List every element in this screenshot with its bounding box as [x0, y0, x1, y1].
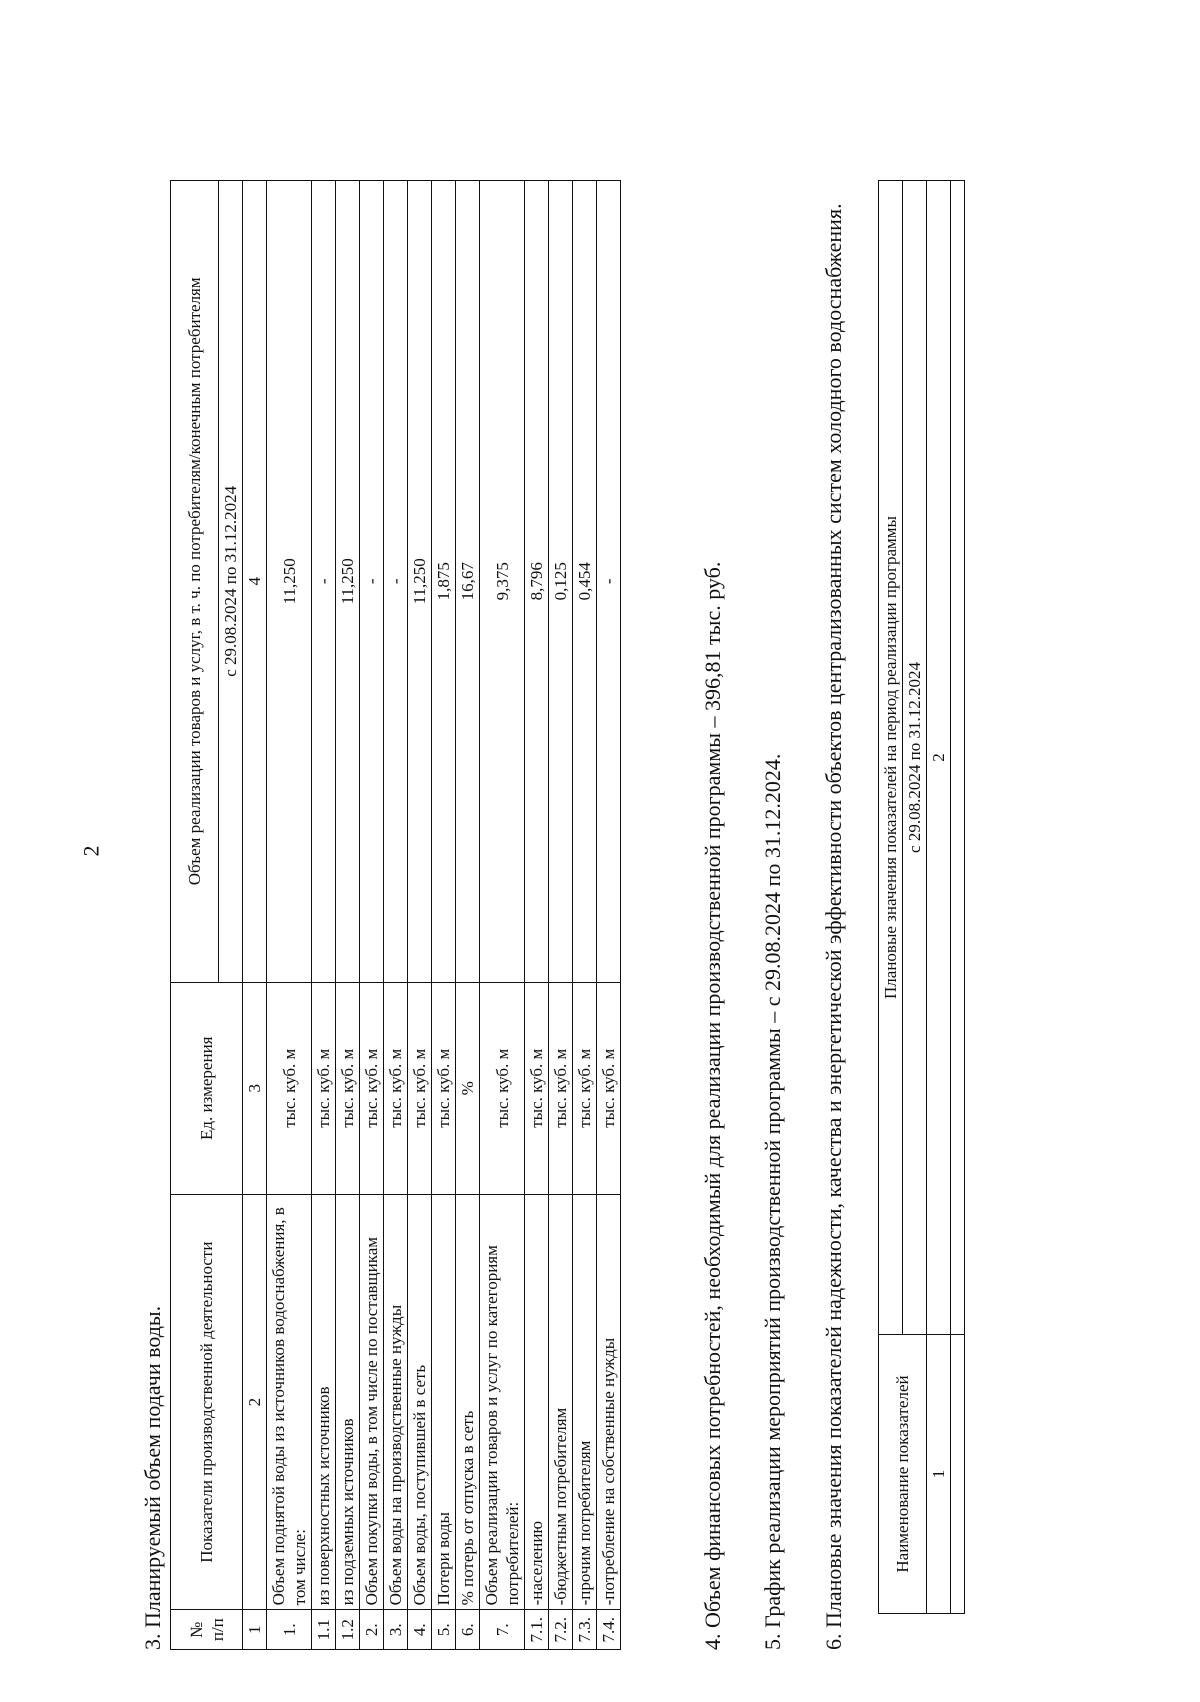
- empty-cell: [951, 1335, 965, 1614]
- row-value: 0,125: [549, 181, 573, 983]
- row-value: 8,796: [525, 181, 549, 983]
- row-name: Объем покупки воды, в том числе по поставщикам: [360, 1194, 384, 1610]
- row-value: 11,250: [267, 181, 312, 983]
- row-num: 7.3.: [573, 1610, 597, 1650]
- row-name: Объем воды, поступившей в сеть: [408, 1194, 432, 1610]
- row-num: 1.1: [312, 1610, 336, 1650]
- row-num: 7.4.: [597, 1610, 621, 1650]
- row-num: 1.2: [336, 1610, 360, 1650]
- row-unit: тыс. куб. м: [432, 982, 456, 1194]
- row-unit: тыс. куб. м: [384, 982, 408, 1194]
- row-name: из подземных источников: [336, 1194, 360, 1610]
- table-row: [549, 181, 573, 1650]
- row-unit: тыс. куб. м: [360, 982, 384, 1194]
- row-unit: тыс. куб. м: [597, 982, 621, 1194]
- row-name: Потери воды: [432, 1194, 456, 1610]
- row-num: 5.: [432, 1610, 456, 1650]
- row-value: -: [597, 181, 621, 983]
- row-name: из поверхностных источников: [312, 1194, 336, 1610]
- row-unit: тыс. куб. м: [480, 982, 525, 1194]
- col-number: 1: [927, 1335, 951, 1614]
- row-name: Объем поднятой воды из источников водоснабжения, в том числе:: [267, 1194, 312, 1610]
- table-row: [384, 181, 408, 1650]
- header-period: с 29.08.2024 по 31.12.2024: [219, 181, 243, 983]
- row-value: 0,454: [573, 181, 597, 983]
- row-name: Объем реализации товаров и услуг по категориям потребителей:: [480, 1194, 525, 1610]
- header-num: № п/п: [171, 1610, 243, 1650]
- row-num: 7.: [480, 1610, 525, 1650]
- section-5-text: 5. График реализации мероприятий производственной программы – с 29.08.2024 по 31.12.2024.: [760, 753, 785, 1650]
- row-num: 7.1.: [525, 1610, 549, 1650]
- reliability-indicators-table: [878, 180, 965, 1614]
- row-num: 4.: [408, 1610, 432, 1650]
- table-row: [525, 181, 549, 1650]
- table-row: [336, 181, 360, 1650]
- table-row: [267, 181, 312, 1650]
- header-planned-values: Плановые значения показателей на период реализации программы: [879, 181, 903, 1335]
- table-row: [573, 181, 597, 1650]
- table-row: [951, 181, 965, 1614]
- row-value: -: [360, 181, 384, 983]
- row-value: 9,375: [480, 181, 525, 983]
- row-name: -бюджетным потребителям: [549, 1194, 573, 1610]
- col-number: 2: [243, 1194, 267, 1610]
- header-period: с 29.08.2024 по 31.12.2024: [903, 181, 927, 1335]
- col-number: 1: [243, 1610, 267, 1650]
- page-number: 2: [78, 845, 104, 857]
- row-unit: тыс. куб. м: [549, 982, 573, 1194]
- row-num: 6.: [456, 1610, 480, 1650]
- section-6-text: 6. Плановые значения показателей надежности, качества и энергетической эффективности объектов централизованных систем холодного водоснабжения.: [821, 203, 846, 1650]
- water-volume-table: [170, 180, 621, 1650]
- table-row: [456, 181, 480, 1650]
- row-num: 3.: [384, 1610, 408, 1650]
- row-unit: тыс. куб. м: [336, 982, 360, 1194]
- row-value: 16,67: [456, 181, 480, 983]
- header-name: Показатели производственной деятельности: [171, 1194, 243, 1610]
- row-num: 2.: [360, 1610, 384, 1650]
- row-name: -потребление на собственные нужды: [597, 1194, 621, 1610]
- row-unit: %: [456, 982, 480, 1194]
- row-name: Объем воды на производственные нужды: [384, 1194, 408, 1610]
- row-unit: тыс. куб. м: [525, 982, 549, 1194]
- row-name: % потерь от отпуска в сеть: [456, 1194, 480, 1610]
- column-numbers-row: [927, 181, 951, 1614]
- table-row: [432, 181, 456, 1650]
- row-unit: тыс. куб. м: [573, 982, 597, 1194]
- row-num: 1.: [267, 1610, 312, 1650]
- row-value: -: [312, 181, 336, 983]
- table-row: [597, 181, 621, 1650]
- row-unit: тыс. куб. м: [312, 982, 336, 1194]
- table-row: [408, 181, 432, 1650]
- row-unit: тыс. куб. м: [267, 982, 312, 1194]
- row-value: 11,250: [408, 181, 432, 983]
- rotated-page-content: [140, 170, 1140, 1650]
- row-name: -населению: [525, 1194, 549, 1610]
- row-unit: тыс. куб. м: [408, 982, 432, 1194]
- table-row: [360, 181, 384, 1650]
- section-4-text: 4. Объем финансовых потребностей, необходимый для реализации производственной программы – 396,81 тыс. руб.: [700, 561, 725, 1650]
- row-value: 1,875: [432, 181, 456, 983]
- table-row: [480, 181, 525, 1650]
- column-numbers-row: [243, 181, 267, 1650]
- row-value: 11,250: [336, 181, 360, 983]
- table-row: [312, 181, 336, 1650]
- row-name: -прочим потребителям: [573, 1194, 597, 1610]
- col-number: 2: [927, 181, 951, 1335]
- col-number: 3: [243, 982, 267, 1194]
- row-value: -: [384, 181, 408, 983]
- header-unit: Ед. измерения: [171, 982, 243, 1194]
- section-3-title: 3. Планируемый объем подачи воды.: [140, 1305, 165, 1650]
- empty-cell: [951, 181, 965, 1335]
- col-number: 4: [243, 181, 267, 983]
- header-indicator-name: Наименование показателей: [879, 1335, 927, 1614]
- header-volume: Объем реализации товаров и услуг, в т. ч. по потребителям/конечным потребителям: [171, 181, 219, 983]
- row-num: 7.2.: [549, 1610, 573, 1650]
